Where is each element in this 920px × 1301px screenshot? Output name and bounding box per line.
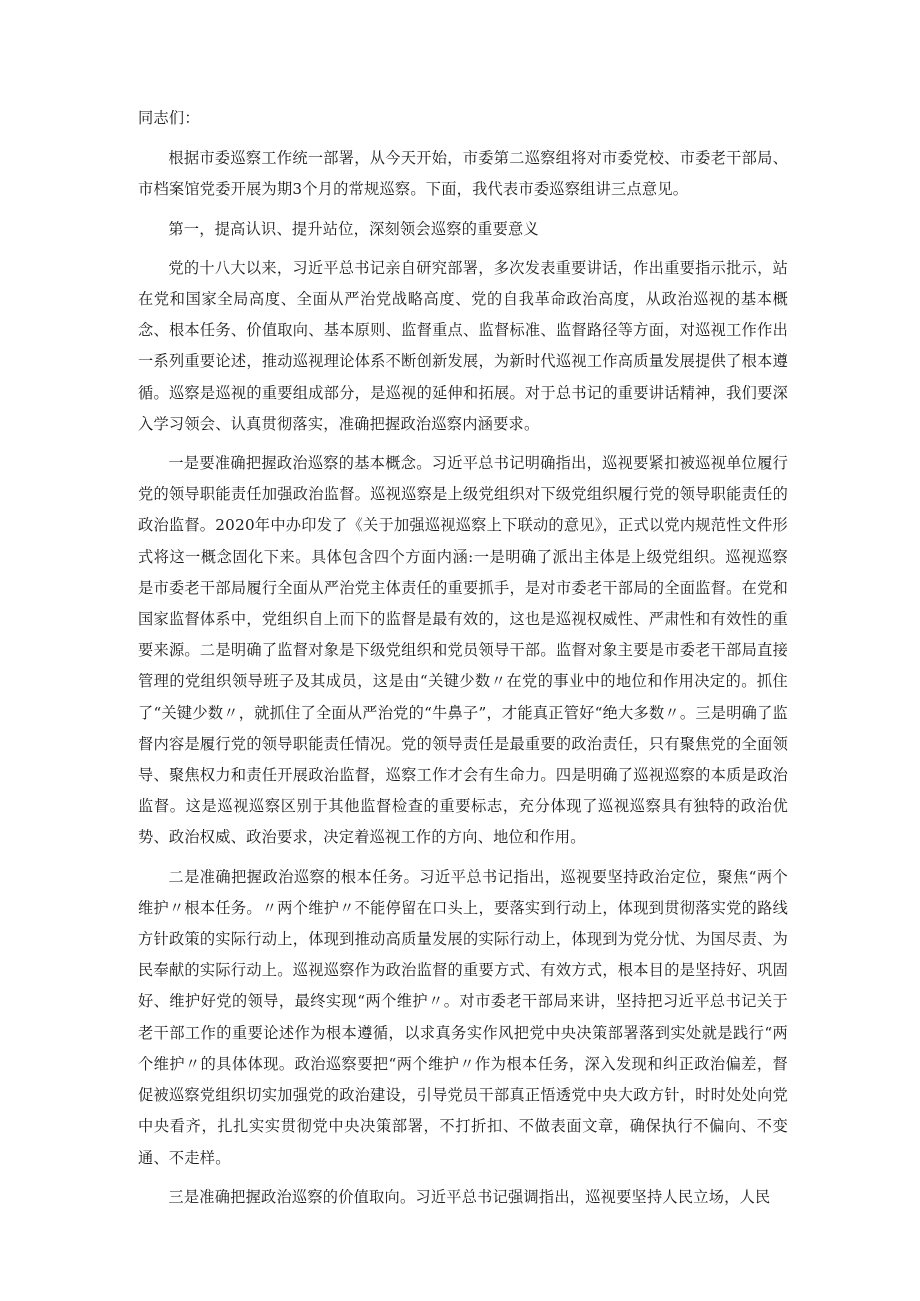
paragraph-fundamental-task: 二是准确把握政治巡察的根本任务。习近平总书记指出，巡视要坚持政治定位，聚焦“两个维护〃根本任务。〃两个维护〃不能停留在口头上，要落实到行动上，体现到贯彻落实党的路线方针政策的实际行动上，体现到推动高质量发展的实际行动上，体现到为党分忧、为国尽责、为民奉献的实际行动上。巡视巡察作为政治监督的重要方式、有效方式，根本目的是坚持好、巩固好、维护好党的领导，最终实现“两个维护〃。对市委老干部局来讲，坚持把习近平总书记关于老干部工作的重要论述作为根本遵循，以求真务实作风把党中央决策部署落到实处就是践行“两个维护〃的具体体现。政治巡察要把“两个维护〃作为根本任务，深入发现和纠正政治偏差，督促被巡察党组织切实加强党的政治建设，引导党员干部真正悟透党中央大政方针，时时处处向党中央看齐，扎扎实实贯彻党中央决策部署，不打折扣、不做表面文章，确保执行不偏向、不变通、不走样。 <box>138 867 788 1167</box>
paragraph-significance: 党的十八大以来，习近平总书记亲自研究部署，多次发表重要讲话，作出重要指示批示，站在党和国家全局高度、全面从严治党战略高度、党的自我革命政治高度，从政治巡视的基本概念、根本任务、价值取向、基本原则、监督重点、监督标准、监督路径等方面，对巡视工作作出一系列重要论述，推动巡视理论体系不断创新发展，为新时代巡视工作高质量发展提供了根本遵循。巡察是巡视的重要组成部分，是巡视的延伸和拓展。对于总书记的重要讲话精神，我们要深入学习领会、认真贯彻落实，准确把握政治巡察内涵要求。 <box>138 258 788 433</box>
salutation: 同志们： <box>138 109 200 127</box>
intro-paragraph: 根据市委巡察工作统一部署，从今天开始，市委第二巡察组将对市委党校、市委老干部局、市档案馆党委开展为期3个月的常规巡察。下面，我代表市委巡察组讲三点意见。 <box>138 149 788 199</box>
section-heading-1: 第一，提高认识、提升站位，深刻领会巡察的重要意义 <box>168 219 539 238</box>
paragraph-basic-concept: 一是要准确把握政治巡察的基本概念。习近平总书记明确指出，巡视要紧扣被巡视单位履行党的领导职能责任加强政治监督。巡视巡察是上级党组织对下级党组织履行党的领导职能责任的政治监督。2020年中办印发了《关于加强巡视巡察上下联动的意见》，正式以党内规范性文件形式将这一概念固化下来。具体包含四个方面内涵:一是明确了派出主体是上级党组织。巡视巡察是市委老干部局履行全面从严治党主体责任的重要抓手，是对市委老干部局的全面监督。在党和国家监督体系中，党组织自上而下的监督是最有效的，这也是巡视权威性、严肃性和有效性的重要来源。二是明确了监督对象是下级党组织和党员领导干部。监督对象主要是市委老干部局直接管理的党组织领导班子及其成员，这是由“关键少数〃在党的事业中的地位和作用决定的。抓住了“关键少数〃，就抓住了全面从严治党的“牛鼻子”，才能真正管好“绝大多数〃。三是明确了监督内容是履行党的领导职能责任情况。党的领导责任是最重要的政治责任，只有聚焦党的全面领导、聚焦权力和责任开展政治监督，巡察工作才会有生命力。四是明确了巡视巡察的本质是政治监督。这是巡视巡察区别于其他监督检查的重要标志，充分体现了巡视巡察具有独特的政治优势、政治权威、政治要求，决定着巡视工作的方向、地位和作用。 <box>138 454 788 847</box>
document-page <box>138 103 788 1221</box>
paragraph-value-orientation: 三是准确把握政治巡察的价值取向。习近平总书记强调指出，巡视要坚持人民立场，人民 <box>168 1187 771 1206</box>
